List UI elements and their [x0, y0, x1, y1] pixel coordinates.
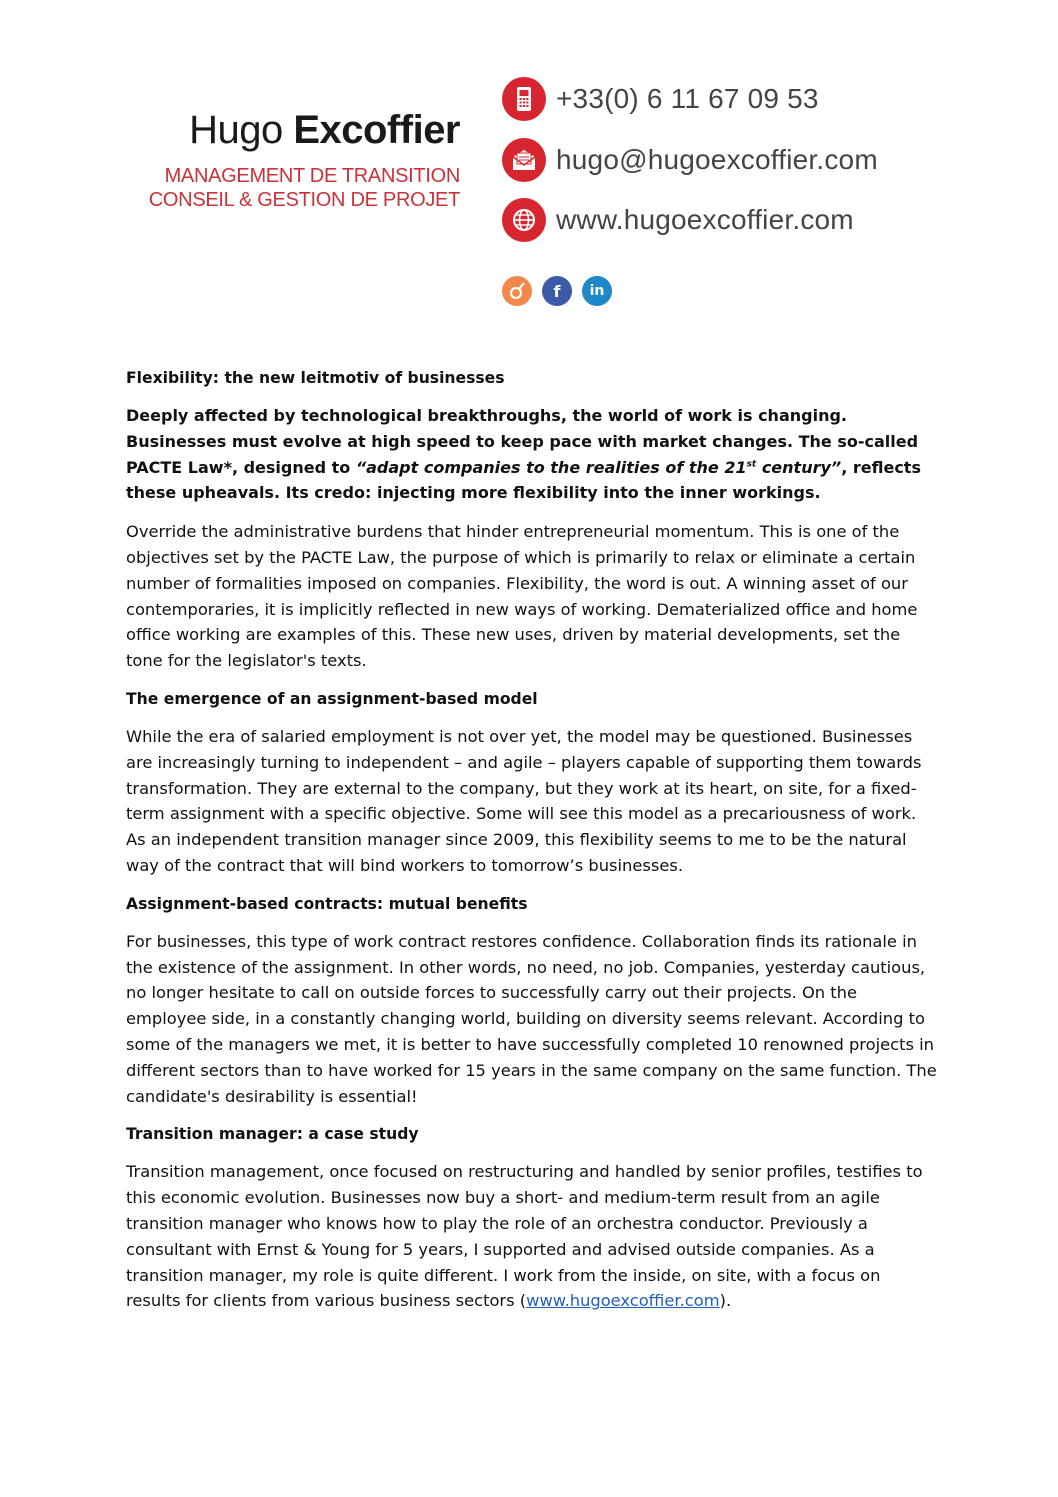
tagline-line-1: MANAGEMENT DE TRANSITION: [164, 165, 460, 187]
paragraph-4: [126, 1159, 938, 1314]
brand-last-name: Excoffier: [293, 108, 460, 152]
article-body: [126, 366, 938, 1327]
paragraph-4-text: Transition management, once focused on restructuring and handled by senior profiles, testifies to this economic evolution. Businesses now buy a short- and medium-term result from an agile transition manager who knows how to play the role of an orchestra conductor. Previously a consultant with Ernst & Young for 5 years, I supported and advised outside companies. As a transition manager, my role is quite different. I work from the inside, on site, with a focus on results for clients from various business sectors (: [126, 1162, 923, 1311]
brand-tagline: [130, 164, 460, 212]
brand-block: [130, 108, 460, 212]
social-links: [502, 276, 622, 306]
mail-icon: [502, 138, 546, 182]
paragraph-1: Override the administrative burdens that hinder entrepreneurial momentum. This is one of the objectives set by the PACTE Law, the purpose of which is primarily to relax or eliminate a certain number of formalities imposed on companies. Flexibility, the word is out. A winning asset of our contemporaries, it is implicitly reflected in new ways of working. Dematerialized office and home office working are examples of this. These new uses, driven by material developments, set the tone for the legislator's texts.: [126, 522, 918, 671]
article-title: Flexibility: the new leitmotiv of businesses: [126, 369, 505, 387]
lead-quote-text: “adapt companies to the realities of the 21: [355, 457, 747, 477]
paragraph-4-end: ).: [719, 1291, 732, 1311]
contact-phone: [502, 77, 819, 121]
email-address[interactable]: hugo@hugoexcoffier.com: [556, 144, 878, 175]
brand-first-name: Hugo: [189, 108, 283, 152]
lead-text-2: , reflects these upheavals. Its credo: injecting more flexibility into the inner workings.: [126, 457, 921, 503]
contact-email: [502, 138, 878, 182]
tagline-line-2: CONSEIL & GESTION DE PROJET: [148, 189, 460, 211]
lead-superscript: st: [746, 459, 757, 470]
phone-icon: [502, 77, 546, 121]
article-lead: [126, 403, 938, 506]
lead-text-1: Deeply affected by technological breakthroughs, the world of work is changing. Businesses must evolve at high speed to keep pace with market changes. The so-called PACTE Law*, designed to: [126, 406, 919, 477]
viadeo-icon[interactable]: [502, 276, 532, 306]
heading-case-study: Transition manager: a case study: [126, 1125, 419, 1144]
contact-website: [502, 198, 854, 242]
linkedin-icon[interactable]: in: [582, 276, 612, 306]
heading-mutual-benefits: Assignment-based contracts: mutual benefits: [126, 894, 528, 913]
website-address[interactable]: www.hugoexcoffier.com: [556, 204, 854, 235]
brand-name: [130, 108, 460, 152]
lead-quote: [356, 458, 841, 477]
paragraph-3: For businesses, this type of work contract restores confidence. Collaboration finds its rationale in the existence of the assignment. In other words, no need, no job. Companies, yesterday cautious, no longer hesitate to call on outside forces to successfully carry out their projects. On the employee side, in a constantly changing world, building on diversity seems relevant. According to some of the managers we met, it is better to have successfully completed 10 renowned projects in different sectors than to have worked for 15 years in the same company on the same function. The candidate's desirability is essential!: [126, 931, 937, 1106]
paragraph-2: While the era of salaried employment is not over yet, the model may be questioned. Businesses are increasingly turning to independent – and agile – players capable of supporting them towards transformation. They are external to the company, but they work at its heart, on site, for a fixed-term assignment with a specific objective. Some will see this model as a precariousness of work. As an independent transition manager since 2009, this flexibility seems to me to be the natural way of the contract that will bind workers to tomorrow’s businesses.: [126, 726, 922, 875]
website-link[interactable]: www.hugoexcoffier.com: [526, 1291, 720, 1311]
facebook-icon[interactable]: f: [542, 276, 572, 306]
globe-icon: [502, 198, 546, 242]
phone-number[interactable]: +33(0) 6 11 67 09 53: [556, 83, 819, 114]
heading-assignment-model: The emergence of an assignment-based model: [126, 689, 538, 708]
lead-quote-end: century”: [756, 457, 842, 477]
